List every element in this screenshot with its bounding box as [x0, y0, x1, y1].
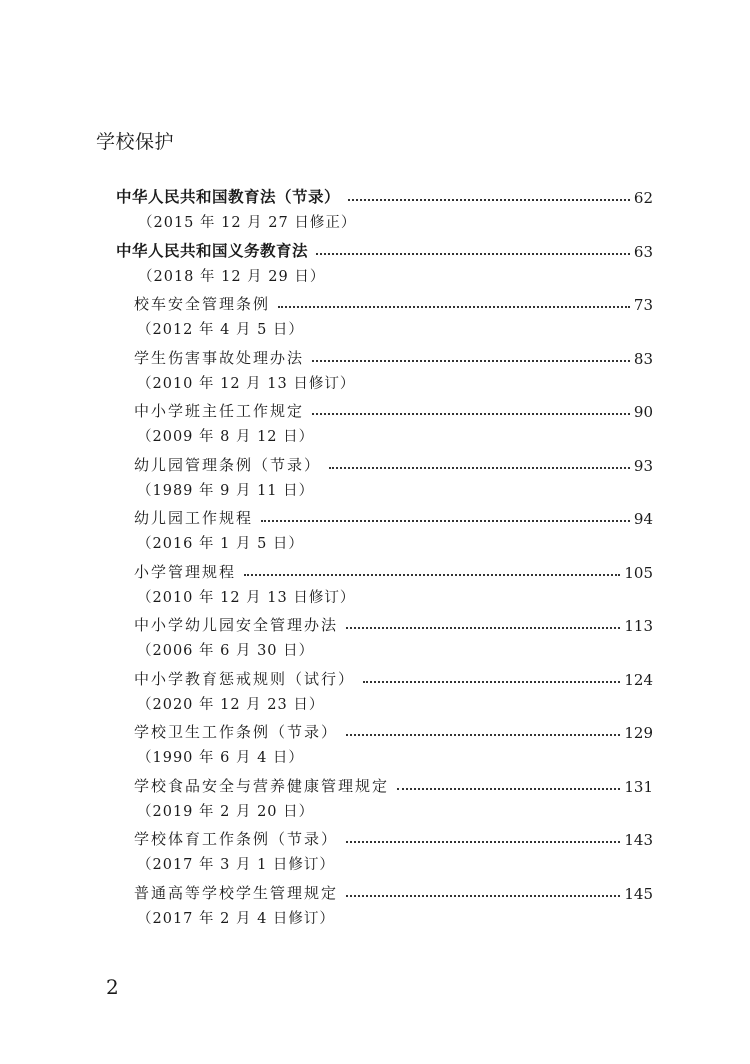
toc-entry-title-line — [134, 609, 653, 635]
dot-leader — [316, 253, 630, 255]
toc-entry-date: （2017 年 3 月 1 日修订） — [137, 857, 335, 873]
table-of-contents — [0, 181, 750, 930]
toc-entry-page: 129 — [624, 724, 653, 742]
toc-entry-title-line — [134, 823, 653, 849]
toc-entry-page: 63 — [633, 242, 653, 261]
toc-entry-title: 小学管理规程 — [134, 562, 237, 581]
toc-entry-page: 143 — [624, 831, 653, 849]
toc-entry-title: 中小学幼儿园安全管理办法 — [134, 616, 339, 634]
toc-entry[interactable] — [0, 663, 750, 717]
toc-entry-title: 中华人民共和国义务教育法 — [116, 241, 309, 260]
toc-entry-title-line — [134, 502, 653, 528]
toc-entry-page: 105 — [624, 563, 653, 582]
toc-entry-title-line — [116, 181, 653, 207]
dot-leader — [329, 467, 630, 469]
toc-entry-date: （2010 年 12 月 13 日修订） — [137, 375, 356, 392]
toc-entry[interactable] — [0, 181, 750, 235]
toc-entry-page: 94 — [633, 510, 653, 528]
toc-entry-page: 124 — [624, 670, 653, 689]
toc-entry-title: 中华人民共和国教育法（节录） — [116, 188, 341, 206]
toc-entry[interactable] — [0, 823, 750, 877]
toc-entry[interactable] — [0, 502, 750, 556]
dot-leader — [278, 306, 630, 308]
toc-entry-date: （2016 年 1 月 5 日） — [137, 536, 304, 552]
page-number: 2 — [106, 975, 119, 999]
dot-leader — [261, 520, 630, 522]
toc-entry-page: 83 — [633, 349, 653, 368]
dot-leader — [346, 841, 620, 843]
toc-entry-date: （2006 年 6 月 30 日） — [137, 643, 315, 659]
dot-leader — [346, 895, 620, 897]
toc-entry[interactable] — [0, 449, 750, 503]
toc-entry-date: （2012 年 4 月 5 日） — [137, 322, 304, 338]
toc-entry-title-line — [134, 342, 653, 368]
toc-entry-page: 113 — [624, 617, 653, 635]
toc-entry-title: 中小学教育惩戒规则（试行） — [134, 669, 356, 688]
dot-leader — [346, 627, 620, 629]
dot-leader — [312, 360, 630, 362]
toc-entry-date: （1990 年 6 月 4 日） — [137, 750, 304, 766]
toc-entry-title-line — [134, 288, 653, 314]
toc-entry-title: 校车安全管理条例 — [134, 295, 271, 313]
toc-entry-date: （2015 年 12 月 27 日修正） — [138, 215, 357, 231]
toc-entry-page: 90 — [633, 403, 653, 421]
toc-entry-title: 中小学班主任工作规定 — [134, 402, 305, 420]
toc-entry[interactable] — [0, 770, 750, 824]
toc-entry[interactable] — [0, 342, 750, 396]
toc-entry-date: （1989 年 9 月 11 日） — [137, 482, 315, 499]
toc-entry-title-line — [134, 877, 653, 903]
toc-entry-date: （2018 年 12 月 29 日） — [138, 268, 326, 285]
toc-entry-date: （2009 年 8 月 12 日） — [137, 429, 315, 445]
toc-entry[interactable] — [0, 395, 750, 449]
dot-leader — [312, 413, 630, 415]
toc-entry[interactable] — [0, 609, 750, 663]
dot-leader — [348, 199, 630, 201]
toc-entry[interactable] — [0, 556, 750, 610]
toc-entry-title-line — [134, 556, 653, 582]
toc-entry-page: 62 — [633, 189, 653, 207]
toc-entry-page: 145 — [624, 884, 653, 903]
toc-entry-date: （2017 年 2 月 4 日修订） — [137, 910, 335, 927]
toc-entry-page: 73 — [633, 296, 653, 314]
toc-entry-title: 幼儿园管理条例（节录） — [134, 455, 322, 474]
toc-entry-title-line — [134, 663, 653, 689]
dot-leader — [363, 681, 620, 683]
dot-leader — [244, 574, 620, 576]
toc-entry[interactable] — [0, 716, 750, 770]
toc-entry-title: 普通高等学校学生管理规定 — [134, 883, 339, 902]
toc-entry-date: （2010 年 12 月 13 日修订） — [137, 589, 356, 606]
section-title: 学校保护 — [96, 131, 175, 153]
toc-entry-date: （2019 年 2 月 20 日） — [137, 803, 315, 820]
toc-entry-title: 学生伤害事故处理办法 — [134, 348, 305, 367]
toc-entry[interactable] — [0, 235, 750, 289]
toc-entry-title-line — [134, 770, 653, 796]
toc-entry-date: （2020 年 12 月 23 日） — [137, 696, 325, 713]
toc-entry-title-line — [134, 395, 653, 421]
toc-entry-title-line — [116, 235, 653, 261]
dot-leader — [397, 788, 620, 790]
toc-entry[interactable] — [0, 288, 750, 342]
toc-entry-title-line — [134, 716, 653, 742]
toc-entry-title: 幼儿园工作规程 — [134, 509, 254, 527]
toc-entry-page: 93 — [633, 456, 653, 475]
toc-entry-page: 131 — [624, 777, 653, 796]
toc-entry-title: 学校食品安全与营养健康管理规定 — [134, 776, 390, 795]
toc-entry-title-line — [134, 449, 653, 475]
dot-leader — [346, 734, 620, 736]
toc-entry-title: 学校卫生工作条例（节录） — [134, 723, 339, 741]
toc-entry-title: 学校体育工作条例（节录） — [134, 830, 339, 848]
toc-entry[interactable] — [0, 877, 750, 931]
